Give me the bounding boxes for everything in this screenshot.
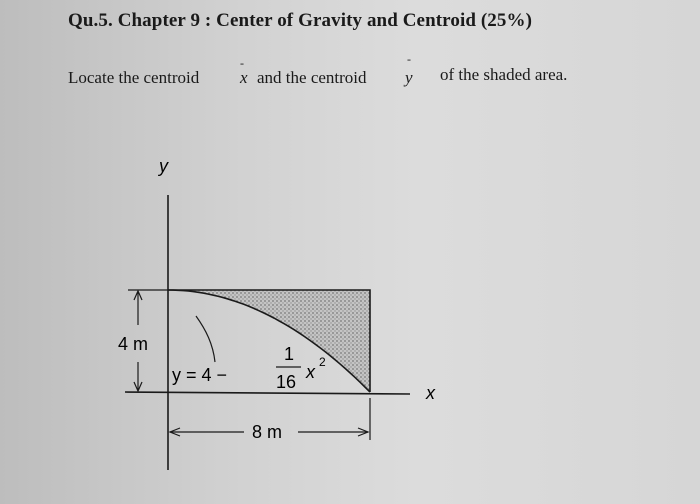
centroid-y-symbol: y [405,68,413,87]
prompt-text-3: of the shaded area. [440,65,568,84]
height-label: 4 m [118,334,149,354]
question-title: Qu.5. Chapter 9 : Center of Gravity and Centroid (25%) [68,10,533,31]
x-bar-mark: - [240,56,244,70]
centroid-x-symbol: x [240,68,248,87]
equation-denominator: 16 [276,372,297,392]
width-label: 8 m [252,422,283,442]
y-axis-label: y [159,156,168,176]
y-bar-mark: - [407,52,411,66]
equation-exponent: 2 [319,355,326,369]
equation-numerator: 1 [284,344,295,364]
x-axis-label: x [426,383,435,403]
curve-equation [172,344,326,392]
prompt-text-1: Locate the centroid [68,68,200,87]
prompt-text-2: and the centroid [257,68,367,87]
equation-lhs: y = 4 − [172,365,228,385]
equation-leader [196,316,215,362]
equation-variable: x [306,362,315,382]
